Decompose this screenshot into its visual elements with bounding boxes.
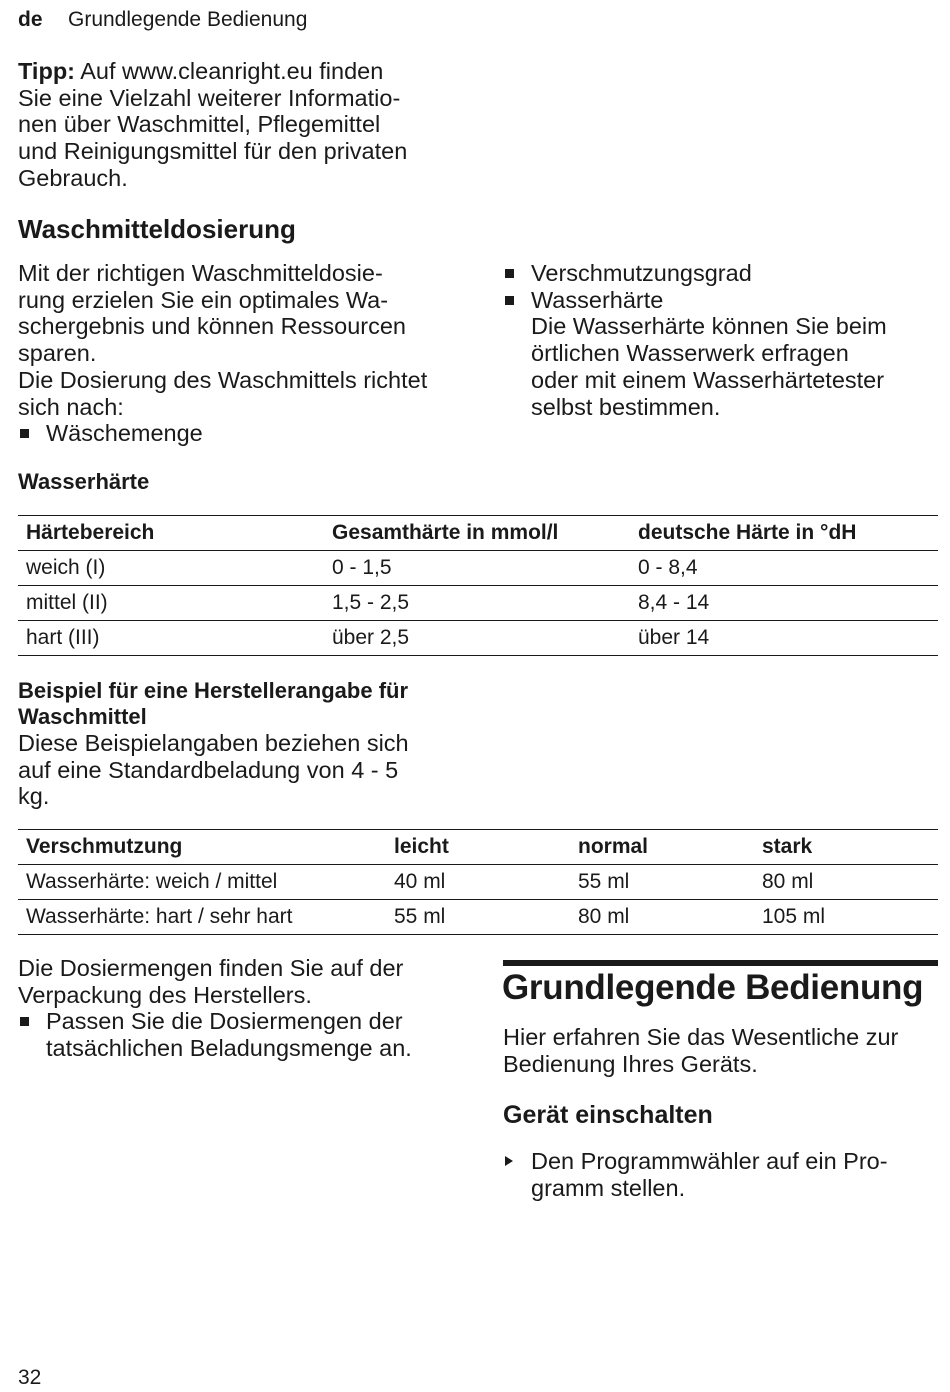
column-header: deutsche Härte in °dH <box>630 516 938 551</box>
arrow-bullet-icon <box>505 1156 513 1166</box>
tipp-line: Gebrauch. <box>18 164 128 191</box>
table-cell: 55 ml <box>386 900 570 935</box>
intro-line: Mit der richtigen Waschmitteldosie- <box>18 260 383 286</box>
bedienung-line: Bedienung Ihres Geräts. <box>503 1050 758 1077</box>
table-cell: 55 ml <box>570 865 754 900</box>
bullet-text: tatsächlichen Beladungsmenge an. <box>46 1035 412 1062</box>
intro-line: Die Dosierung des Waschmittels richtet <box>18 366 428 393</box>
intro-line: rung erzielen Sie ein optimales Wa- <box>18 286 389 313</box>
column-header: Gesamthärte in mmol/l <box>324 516 630 551</box>
beispiel-text-line: auf eine Standardbeladung von 4 - 5 <box>18 756 399 783</box>
list-item <box>18 420 468 447</box>
table-row <box>18 586 938 621</box>
bedienung-intro <box>503 1024 938 1077</box>
running-header-title: Grundlegende Bedienung <box>68 8 308 31</box>
table-caption-wasserhaerte: Wasserhärte <box>18 469 150 494</box>
beispiel-section <box>18 678 468 810</box>
table-header-row <box>18 830 938 865</box>
column-header: Verschmutzung <box>18 830 386 865</box>
tipp-line: nen über Waschmittel, Pflegemittel <box>18 111 381 138</box>
step-text: gramm stellen. <box>531 1174 686 1201</box>
table-cell: 1,5 - 2,5 <box>324 586 630 621</box>
dosierung-intro <box>18 260 468 447</box>
table-cell: über 14 <box>630 621 938 656</box>
step-text: Den Programmwähler auf ein Pro- <box>531 1148 888 1174</box>
bullet-text: Verschmutzungsgrad <box>531 260 752 286</box>
dosiermengen-line: Die Dosiermengen finden Sie auf der <box>18 955 404 981</box>
square-bullet-icon <box>505 269 514 278</box>
beispiel-text-line: Diese Beispielangaben beziehen sich <box>18 730 409 756</box>
chapter-rule <box>503 960 938 966</box>
column-header: normal <box>570 830 754 865</box>
bullet-text: Passen Sie die Dosiermengen der <box>46 1008 403 1035</box>
square-bullet-icon <box>20 1017 29 1026</box>
table-cell: 8,4 - 14 <box>630 586 938 621</box>
table-cell: 80 ml <box>570 900 754 935</box>
dosierung-bullets-right <box>503 260 938 420</box>
bullet-text: Wasserhärte <box>531 286 664 313</box>
table-row <box>18 621 938 656</box>
beispiel-text-line: kg. <box>18 783 50 810</box>
dosage-table <box>18 829 938 935</box>
chapter-heading: Grundlegende Bedienung <box>502 968 924 1007</box>
table-cell: 0 - 1,5 <box>324 551 630 586</box>
dosiermengen-line: Verpackung des Herstellers. <box>18 981 312 1008</box>
bullet-note-line: örtlichen Wasserwerk erfragen <box>531 340 849 367</box>
list-item <box>503 260 938 287</box>
table-cell: hart (III) <box>18 621 324 656</box>
bullet-text: Wäschemenge <box>46 420 203 447</box>
tipp-line: Auf www.cleanright.eu finden <box>80 58 384 84</box>
table-cell: Wasserhärte: hart / sehr hart <box>18 900 386 935</box>
table-cell: Wasserhärte: weich / mittel <box>18 865 386 900</box>
tipp-line: Sie eine Vielzahl weiterer Informatio- <box>18 84 401 111</box>
table-cell: 105 ml <box>754 900 938 935</box>
tipp-line: und Reinigungsmittel für den privaten <box>18 138 408 165</box>
list-item <box>503 287 938 421</box>
bullet-note-line: Die Wasserhärte können Sie beim <box>531 313 887 340</box>
table-cell: mittel (II) <box>18 586 324 621</box>
intro-line: sich nach: <box>18 393 124 420</box>
column-header: Härtebereich <box>18 516 324 551</box>
column-header: leicht <box>386 830 570 865</box>
step-item <box>503 1148 938 1201</box>
bullet-note-line: oder mit einem Wasserhärtetester <box>531 366 885 393</box>
tipp-paragraph <box>18 58 468 192</box>
table-header-row <box>18 516 938 551</box>
intro-line: sparen. <box>18 340 97 367</box>
square-bullet-icon <box>20 429 29 438</box>
beispiel-heading-line: Waschmittel <box>18 704 147 729</box>
table-cell: 0 - 8,4 <box>630 551 938 586</box>
intro-line: schergebnis und können Ressourcen <box>18 313 407 340</box>
table-cell: weich (I) <box>18 551 324 586</box>
list-item <box>18 1008 478 1061</box>
tipp-label: Tipp: <box>18 58 75 84</box>
language-code: de <box>18 8 43 31</box>
section-heading-waschmitteldosierung: Waschmitteldosierung <box>18 214 296 244</box>
table-cell: 80 ml <box>754 865 938 900</box>
bullet-note-line: selbst bestimmen. <box>531 393 721 420</box>
table-row <box>18 551 938 586</box>
table-row <box>18 900 938 935</box>
step-list <box>503 1148 938 1201</box>
square-bullet-icon <box>505 296 514 305</box>
table-cell: über 2,5 <box>324 621 630 656</box>
column-header: stark <box>754 830 938 865</box>
table-cell: 40 ml <box>386 865 570 900</box>
bedienung-line: Hier erfahren Sie das Wesentliche zur <box>503 1024 899 1050</box>
subheading-geraet-einschalten: Gerät einschalten <box>503 1101 713 1129</box>
table-row <box>18 865 938 900</box>
page-number: 32 <box>18 1366 42 1389</box>
dosiermengen-paragraph <box>18 955 478 1062</box>
hardness-table <box>18 515 938 656</box>
beispiel-heading-line: Beispiel für eine Herstellerangabe für <box>18 678 409 703</box>
